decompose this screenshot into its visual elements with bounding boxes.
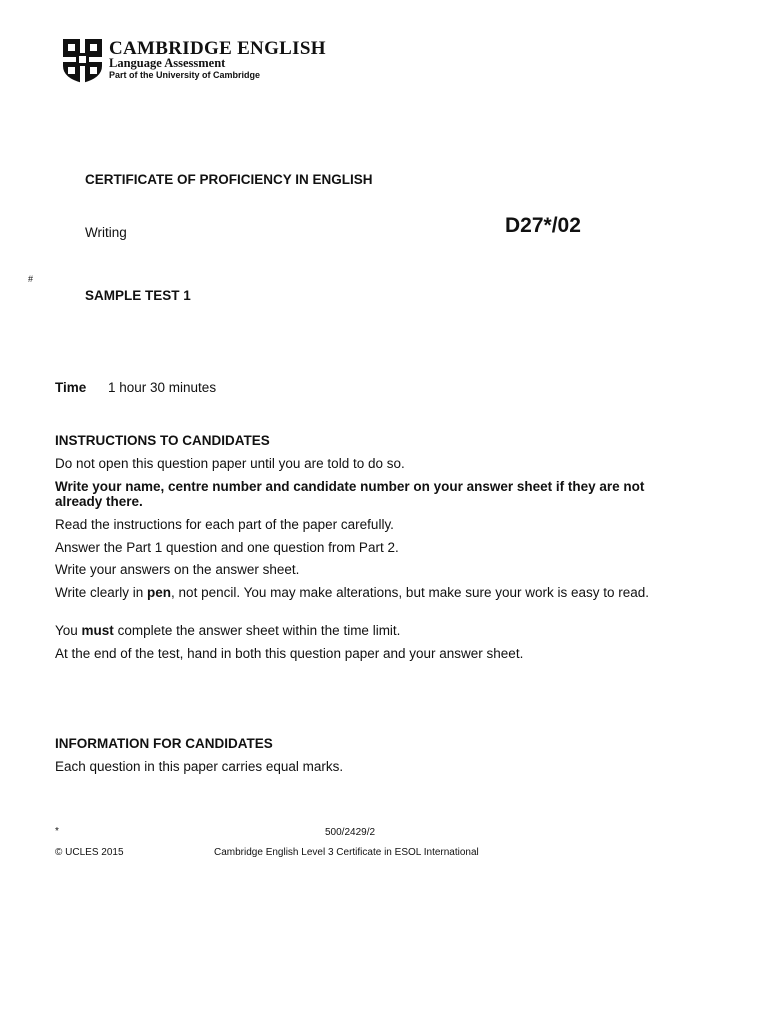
time-value: 1 hour 30 minutes [108, 380, 217, 395]
instruction-line: Write your name, centre number and candidate number on your answer sheet if they are not already there. [55, 479, 645, 509]
instruction-line: Read the instructions for each part of the paper carefully. [55, 517, 394, 532]
hash-mark: # [28, 274, 34, 284]
instruction-line: Do not open this question paper until you are told to do so. [55, 456, 405, 471]
university-shield-icon [62, 38, 103, 84]
footer-qualification-name: Cambridge English Level 3 Certificate in ESOL International [214, 847, 479, 858]
paper-name: Writing [85, 225, 127, 240]
instruction-line [55, 585, 655, 600]
paper-code: D27*/02 [505, 214, 581, 237]
instruction-line [55, 623, 655, 638]
sample-test-title: SAMPLE TEST 1 [85, 288, 191, 303]
instruction-text: You [55, 623, 82, 638]
instruction-line: Write your answers on the answer sheet. [55, 562, 300, 577]
footer-asterisk: * [55, 826, 59, 837]
instruction-text: Write clearly in [55, 585, 148, 600]
instruction-line: Answer the Part 1 question and one question from Part 2. [55, 540, 399, 555]
instruction-emphasis: pen [147, 585, 172, 600]
brand-name: CAMBRIDGE ENGLISH [109, 38, 326, 59]
footer-qualification-number: 500/2429/2 [325, 827, 376, 838]
brand-subtitle: Language Assessment [109, 56, 226, 70]
instruction-line: At the end of the test, hand in both this question paper and your answer sheet. [55, 646, 524, 661]
cambridge-english-logo [62, 38, 362, 84]
time-label: Time [55, 380, 87, 395]
information-line: Each question in this paper carries equal marks. [55, 759, 344, 774]
footer-copyright: © UCLES 2015 [55, 847, 124, 858]
brand-part-of: Part of the University of Cambridge [109, 70, 261, 80]
instruction-text: , not pencil. You may make alterations, but make sure your work is easy to read. [171, 585, 650, 600]
instruction-emphasis: must [81, 623, 114, 638]
certificate-title: CERTIFICATE OF PROFICIENCY IN ENGLISH [85, 172, 373, 187]
instruction-text: complete the answer sheet within the time limit. [113, 623, 401, 638]
instructions-heading: INSTRUCTIONS TO CANDIDATES [55, 433, 270, 448]
information-heading: INFORMATION FOR CANDIDATES [55, 736, 273, 751]
